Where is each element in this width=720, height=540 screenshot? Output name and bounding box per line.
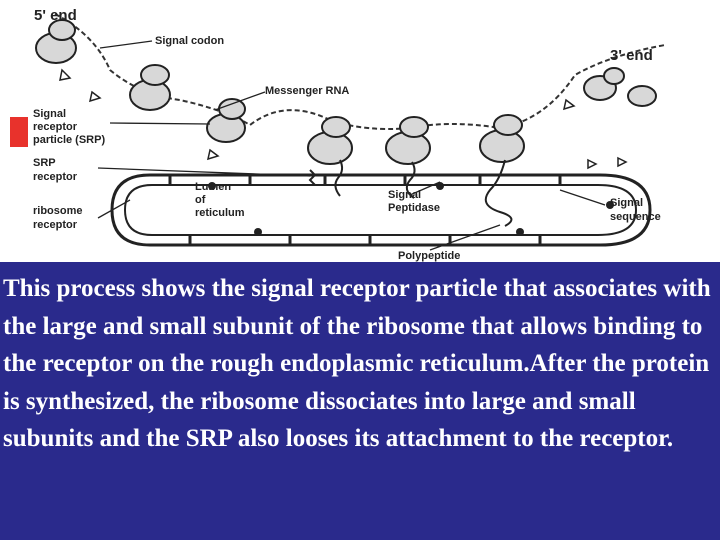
three-prime-end-label: 3' end	[610, 47, 653, 64]
lumen-label-line3: reticulum	[195, 207, 245, 219]
signal-peptidase-label-line1: Signal	[388, 189, 422, 201]
signal-codon-label: Signal codon	[155, 35, 225, 47]
lumen-label-line1: Lumen	[195, 181, 232, 193]
ribosome-receptor-label-line2: receptor	[33, 219, 78, 231]
five-prime-end-label: 5' end	[34, 7, 77, 24]
srp-label-line2: receptor	[33, 121, 78, 133]
messenger-rna-label: Messenger RNA	[265, 85, 350, 97]
srp-label-line3: particle (SRP)	[33, 134, 106, 146]
lumen-label-line2: of	[195, 194, 206, 206]
er-membrane	[112, 175, 650, 245]
signal-sequence-label-line1: Signal	[610, 197, 644, 209]
ribosome-receptor-label-line1: ribosome	[33, 205, 83, 217]
polypeptide-label: Polypeptide	[398, 250, 461, 262]
srp-receptor-label-line1: SRP	[33, 157, 56, 169]
diagram-area	[0, 0, 720, 262]
caption-text: This process shows the signal receptor particle that associates with the large and small subunit of the ribosome that allows binding to the receptor on the rough endoplasmic reticulum.After the protein is synthesized, the ribosome dissociates into large and small subunits and the SRP also looses its attachment to the receptor.	[3, 275, 711, 452]
diagram-svg	[0, 0, 720, 262]
srp-label-line1: Signal	[33, 108, 67, 120]
srp-receptor-label-line2: receptor	[33, 171, 78, 183]
signal-sequence-label-line2: sequence	[610, 211, 661, 223]
signal-peptidase-label-line2: Peptidase	[388, 202, 440, 214]
